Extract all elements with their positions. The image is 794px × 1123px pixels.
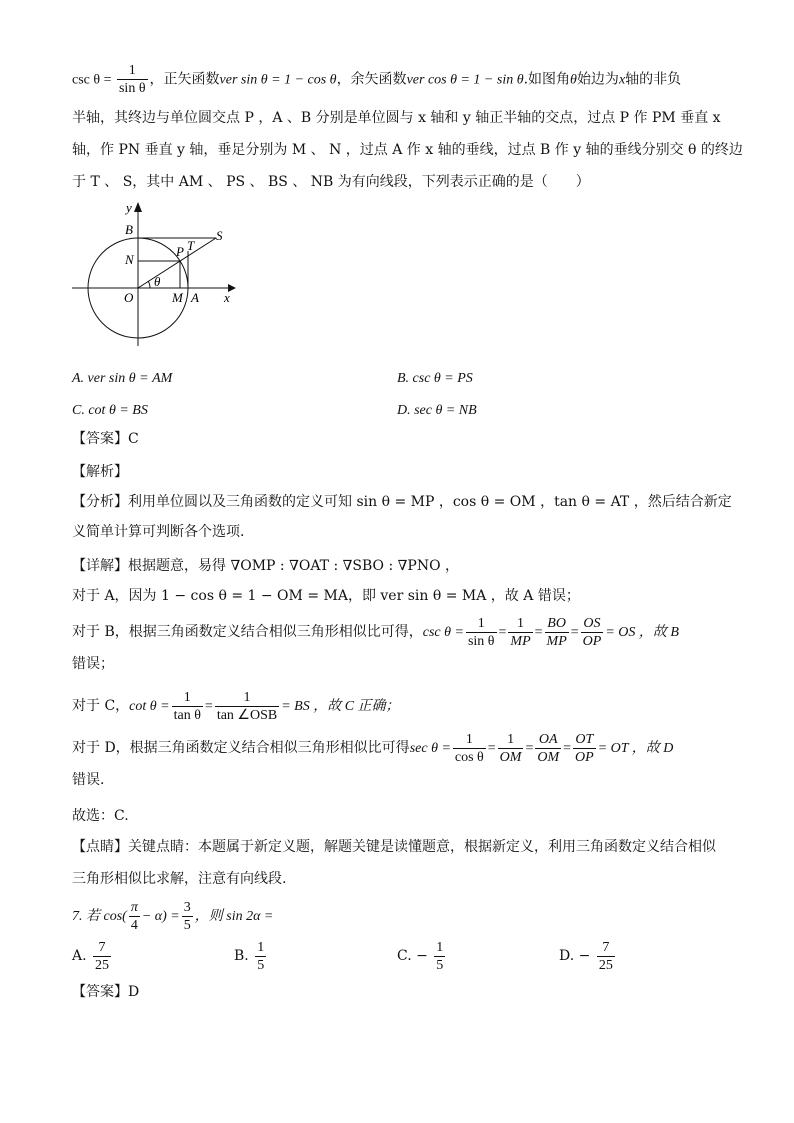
label-N: N <box>125 252 134 267</box>
label-B: B <box>125 222 133 237</box>
y-axis-arrow <box>134 202 142 212</box>
comment-line-1: 【点睛】关键点睛：本题属于新定义题，解题关键是读懂题意，根据新定义，利用三角函数定义结合相似 <box>72 839 716 855</box>
unit-circle-figure <box>70 196 240 350</box>
intro-line-2: 半轴，其终边与单位圆交点 P ，A 、B 分别是单位圆与 x 轴和 y 轴正半轴的交点，过点 P 作 PM 垂直 x <box>72 110 721 126</box>
p7-option-C[interactable]: C. − $\frac{1}{5}$ <box>397 939 444 973</box>
label-P: P <box>176 244 184 259</box>
label-T: T <box>187 238 195 253</box>
answer-7: 【答案】D <box>72 984 140 1000</box>
option-B[interactable]: B. csc θ = PS <box>397 371 473 386</box>
detail-line-1: 【详解】根据题意，易得 ∇OMP : ∇OAT : ∇SBO : ∇PNO ， <box>72 558 460 574</box>
p7-option-B[interactable]: B. $\frac{1}{5}$ <box>234 939 265 973</box>
label-S: S <box>216 228 223 243</box>
option-D[interactable]: D. sec θ = NB <box>397 403 477 418</box>
detail-D: 对于 D，根据三角函数定义结合相似三角形相似比可得sec θ = $\frac{1}{\text{cos θ}}$ = $\frac{1}{OM}$ = $\frac{OA}{OM}$ = $\frac{OT}{OP}$ = OT ，故 D <box>72 731 674 765</box>
label-x: x <box>224 290 230 305</box>
jiexi-heading: 【解析】 <box>72 464 128 480</box>
csc-fraction: $\frac{1}{\text{sin θ}}$ <box>118 63 146 96</box>
label-A: A <box>191 290 199 305</box>
label-O: O <box>124 290 134 305</box>
csc-prefix: csc θ = <box>72 72 115 88</box>
detail-D-line-2: 错误. <box>72 772 105 788</box>
detail-B-line-2: 错误； <box>72 656 114 672</box>
angle-arc <box>148 281 150 288</box>
label-M: M <box>172 290 183 305</box>
p7-option-D[interactable]: D. − $\frac{7}{25}$ <box>559 939 613 973</box>
detail-B: 对于 B，根据三角函数定义结合相似三角形相似比可得，csc θ = $\frac{1}{\text{sin θ}}$ = $\frac{1}{MP}$ = $\frac{BO}{MP}$ = $\frac{OS}{OP}$ = OS ，故 B <box>72 615 679 649</box>
option-A[interactable]: A. ver sin θ = AM <box>72 371 173 386</box>
detail-C: 对于 C，cot θ = $\frac{1}{\text{tan θ}}$ = $\frac{1}{\text{tan ∠OSB}}$ = BS ，故 C 正确； <box>72 689 400 723</box>
answer-6: 【答案】C <box>72 431 139 447</box>
analysis-line-2: 义简单计算可判断各个选项. <box>72 524 245 540</box>
intro-line-4: 于 T 、 S，其中 AM 、 PS 、 BS 、 NB 为有向线段，下列表示正确的是（ ） <box>72 174 590 190</box>
analysis-line-1: 【分析】利用单位圆以及三角函数的定义可知 sin θ = MP ，cos θ = OM ，tan θ = AT ，然后结合新定 <box>72 494 732 510</box>
intro-line-1: csc θ = $\frac{1}{\text{sin θ}}$ ，正矢函数ver sin θ = 1 − cos θ，余矢函数ver cos θ = 1 − sin θ.如图角θ始边为x轴的非负 <box>72 63 682 96</box>
p7-option-A[interactable]: A. $\frac{7}{25}$ <box>72 939 110 973</box>
intro-line-3: 轴，作 PN 垂直 y 轴，垂足分别为 M 、 N ，过点 A 作 x 轴的垂线，过点 B 作 y 轴的垂线分别交 θ 的终边 <box>72 142 743 158</box>
problem-7-stem: 7. 若 cos( $\frac{\pi}{4}$ − α) = $\frac{3}{5}$ ，则 sin 2α = <box>72 899 274 933</box>
choice-line: 故选：C. <box>72 808 129 824</box>
label-y: y <box>126 200 132 215</box>
comment-line-2: 三角形相似比求解，注意有向线段. <box>72 871 287 887</box>
label-theta: θ <box>154 274 161 289</box>
option-C[interactable]: C. cot θ = BS <box>72 403 148 418</box>
detail-A: 对于 A，因为 1 − cos θ = 1 − OM = MA，即 ver sin θ = MA ，故 A 错误； <box>72 588 580 604</box>
